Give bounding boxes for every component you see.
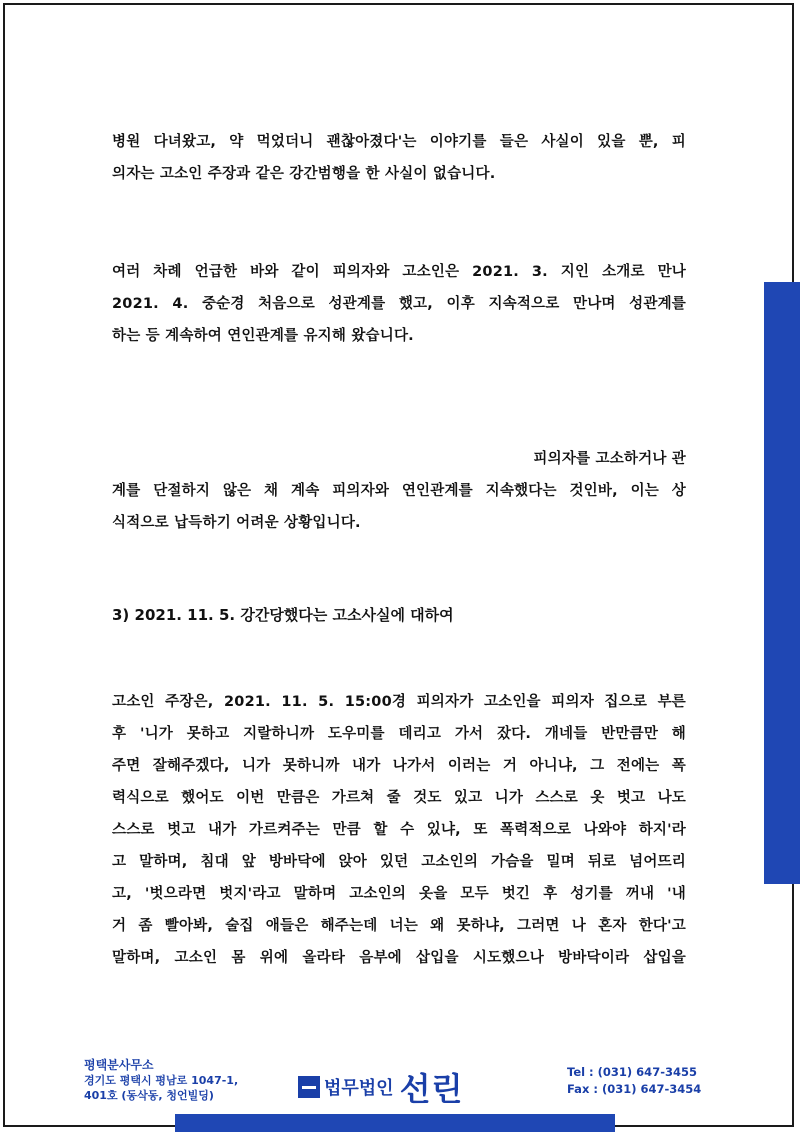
text-line: 여러 차례 언급한 바와 같이 피의자와 고소인은 2021. 3. 지인 소개로 만나 xyxy=(112,264,686,280)
paragraph-3 xyxy=(112,443,686,539)
text-line: 고, '벗으라면 벗지'라고 말하며 고소인의 옷을 모두 벗긴 후 성기를 꺼내 '내 xyxy=(112,886,686,902)
tel-number: Tel : (031) 647-3455 xyxy=(567,1065,697,1079)
text-line: 력식으로 했어도 이번 만큼은 가르쳐 줄 것도 있고 니가 스스로 옷 벗고 나도 xyxy=(112,790,686,806)
text-line: 병원 다녀왔고, 약 먹었더니 괜찮아졌다'는 이야기를 들은 사실이 있을 뿐, 피 xyxy=(112,134,686,150)
firm-logo-icon xyxy=(298,1076,320,1098)
side-accent-bar xyxy=(764,282,800,884)
section-heading: 3) 2021. 11. 5. 강간당했다는 고소사실에 대하여 xyxy=(112,606,454,624)
text-line: 스스로 벗고 내가 가르켜주는 만큼 할 수 있냐, 또 폭력적으로 나와야 하지'라 xyxy=(112,822,686,838)
text-line: 후 '니가 못하고 지랄하니까 도우미를 데리고 가서 잤다. 개네들 반만큼만 해 xyxy=(112,726,686,742)
footer-contact xyxy=(567,1064,701,1098)
office-address-line1: 경기도 평택시 평남로 1047-1, xyxy=(84,1074,239,1087)
firm-logo xyxy=(298,1064,463,1110)
paragraph-4 xyxy=(112,686,686,974)
text-line: 고 말하며, 침대 앞 방바닥에 앉아 있던 고소인의 가슴을 밀며 뒤로 넘어뜨리 xyxy=(112,854,686,870)
text-line: 하는 등 계속하여 연인관계를 유지해 왔습니다. xyxy=(112,328,414,344)
text-line: 거 좀 빨아봐, 술집 애들은 해주는데 너는 왜 못하냐, 그러면 나 혼자 한다'고 xyxy=(112,918,686,934)
office-name: 평택분사무소 xyxy=(84,1058,154,1072)
text-line: 의자는 고소인 주장과 같은 강간범행을 한 사실이 없습니다. xyxy=(112,166,496,182)
text-line: 주면 잘해주겠다, 니가 못하니까 내가 나가서 이러는 거 아니냐, 그 전에는 폭 xyxy=(112,758,686,774)
firm-prefix: 법무법인 xyxy=(324,1078,394,1099)
paragraph-1 xyxy=(112,126,686,190)
paragraph-2 xyxy=(112,256,686,352)
office-address-line2: 401호 (동삭동, 청언빌딩) xyxy=(84,1089,214,1102)
fax-number: Fax : (031) 647-3454 xyxy=(567,1082,702,1096)
footer-office-info xyxy=(84,1058,238,1103)
text-line: 고소인 주장은, 2021. 11. 5. 15:00경 피의자가 고소인을 피의자 집으로 부른 xyxy=(112,694,686,710)
text-line: 식적으로 납득하기 어려운 상황입니다. xyxy=(112,515,361,531)
text-line: 말하며, 고소인 몸 위에 올라타 음부에 삽입을 시도했으나 방바닥이라 삽입을 xyxy=(112,950,686,966)
firm-name: 선린 xyxy=(399,1070,464,1108)
text-line: 피의자를 고소하거나 관 xyxy=(533,451,686,467)
bottom-accent-bar xyxy=(175,1114,615,1132)
text-line: 계를 단절하지 않은 채 계속 피의자와 연인관계를 지속했다는 것인바, 이는 상 xyxy=(112,483,686,499)
text-line: 2021. 4. 중순경 처음으로 성관계를 했고, 이후 지속적으로 만나며 성관계를 xyxy=(112,296,686,312)
